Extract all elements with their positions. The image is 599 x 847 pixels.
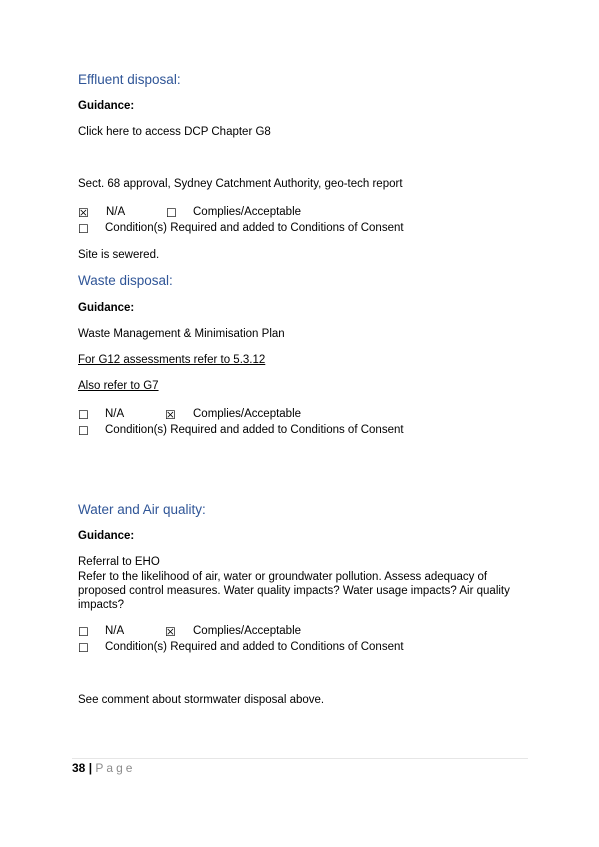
page-number: 38 <box>72 761 86 775</box>
effluent-complies-label: Complies/Acceptable <box>193 206 302 218</box>
effluent-guidance-label: Guidance: <box>78 100 135 112</box>
water-air-heading: Water and Air quality: <box>78 502 206 517</box>
effluent-complies-checkbox[interactable]: ☐ <box>166 206 177 220</box>
waste-g12-link[interactable]: For G12 assessments refer to 5.3.12 <box>78 354 266 366</box>
water-air-referral: Referral to EHO <box>78 556 160 568</box>
water-air-na-label: N/A <box>105 625 125 637</box>
effluent-heading: Effluent disposal: <box>78 72 181 87</box>
page-word: Page <box>95 761 136 775</box>
water-air-comment: See comment about stormwater disposal above. <box>78 694 325 706</box>
effluent-comment: Site is sewered. <box>78 249 160 261</box>
waste-na-checkbox[interactable]: ☐ <box>78 408 89 422</box>
waste-complies-checkbox[interactable]: ☒ <box>165 408 176 422</box>
water-air-condition-label: Condition(s) Required and added to Conditions of Consent <box>105 641 404 653</box>
effluent-na-checkbox[interactable]: ☒ <box>78 206 89 220</box>
page-footer <box>72 761 135 775</box>
waste-na-label: N/A <box>105 408 125 420</box>
effluent-condition-checkbox[interactable]: ☐ <box>78 222 89 236</box>
water-air-complies-label: Complies/Acceptable <box>193 625 302 637</box>
waste-complies-label: Complies/Acceptable <box>193 408 302 420</box>
effluent-condition-label: Condition(s) Required and added to Conditions of Consent <box>105 222 404 234</box>
waste-plan: Waste Management & Minimisation Plan <box>78 328 285 340</box>
footer-divider <box>72 758 528 759</box>
effluent-dcp-link[interactable]: Click here to access DCP Chapter G8 <box>78 126 271 138</box>
water-air-description: Refer to the likelihood of air, water or groundwater pollution. Assess adequacy of proposed control measures. Water quality impacts? Water usage impacts? Air quality impacts? <box>78 571 510 611</box>
water-air-guidance-label: Guidance: <box>78 530 135 542</box>
waste-guidance-label: Guidance: <box>78 302 135 314</box>
water-air-complies-checkbox[interactable]: ☒ <box>165 625 176 639</box>
waste-condition-checkbox[interactable]: ☐ <box>78 424 89 438</box>
water-air-condition-checkbox[interactable]: ☐ <box>78 641 89 655</box>
waste-condition-label: Condition(s) Required and added to Conditions of Consent <box>105 424 404 436</box>
effluent-requirements: Sect. 68 approval, Sydney Catchment Authority, geo-tech report <box>78 178 403 190</box>
page-separator: | <box>88 761 93 775</box>
waste-heading: Waste disposal: <box>78 273 173 288</box>
water-air-na-checkbox[interactable]: ☐ <box>78 625 89 639</box>
effluent-na-label: N/A <box>106 206 126 218</box>
waste-g7-link[interactable]: Also refer to G7 <box>78 380 159 392</box>
